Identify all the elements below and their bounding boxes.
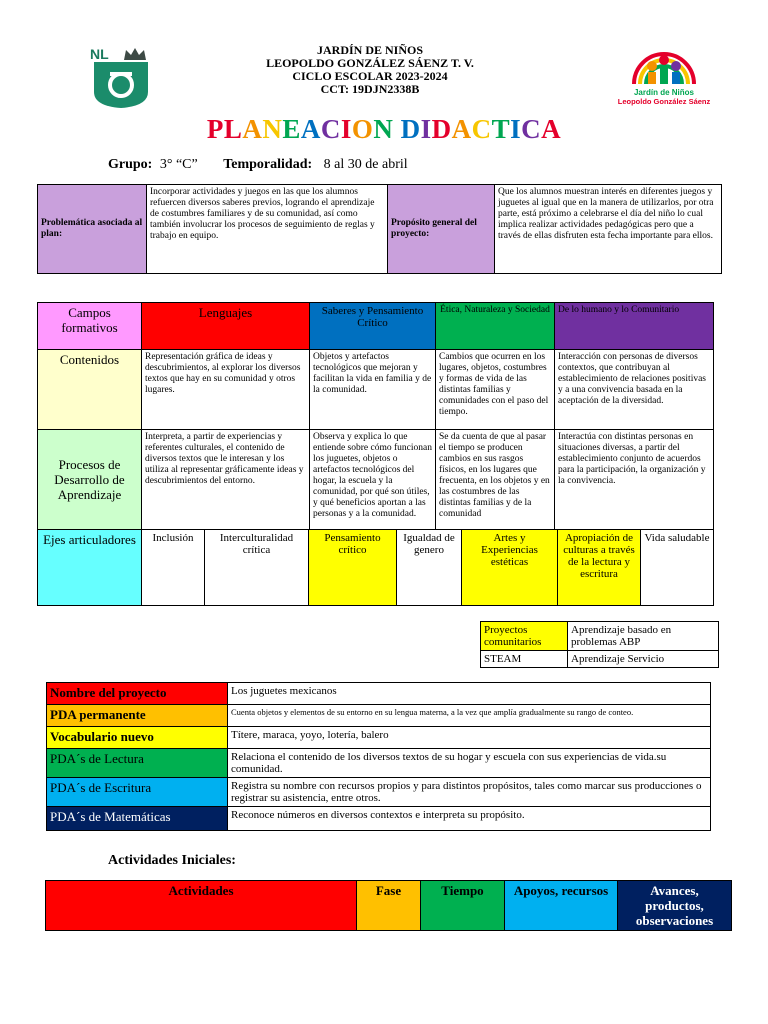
title-letter: D (431, 114, 452, 144)
proyecto-table (46, 682, 711, 831)
problematica-table (37, 184, 722, 274)
col-fase: Fase (357, 881, 421, 931)
proposito-text: Que los alumnos muestran interés en diferentes juegos y juguetes al igual que en la manera de utilizarlos, por otra parte, está próximo a celebrarse el día del niño lo cual implica realizar actividades pedagógicas pero que a través de ellas disfruten esta fecha importante para ellos. (495, 185, 722, 274)
problematica-text: Incorporar actividades y juegos en las que los alumnos refuercen diversos saberes previos, logrando el aprendizaje de costumbres familiares y de su comunidad, así como también involucrar los procesos de seguimiento de reglas y trabajo en equipo. (147, 185, 388, 274)
eje-igualdad-genero: Igualdad de genero (397, 530, 462, 606)
header-line-2: LEOPOLDO GONZÁLEZ SÁENZ T. V. (266, 56, 474, 70)
crown-icon (124, 48, 146, 60)
legend-table (480, 621, 719, 668)
title-letter: N (373, 114, 394, 144)
proceso-etica: Se da cuenta de que al pasar el tiempo se producen cambios en sus rasgos físicos, en los lugares que frecuenta, en los objetos y en las costumbres de las distintas familias y de la comunidad (436, 430, 555, 530)
problematica-label: Problemática asociada al plan: (38, 185, 147, 274)
pda-matematicas-label: PDA´s de Matemáticas (47, 807, 228, 831)
col-avances: Avances, productos, observaciones (618, 881, 732, 931)
grupo-line (108, 157, 408, 173)
col-actividades: Actividades (46, 881, 357, 931)
title-letter: I (340, 114, 352, 144)
kinder-logo-subname: Leopoldo González Sáenz (617, 97, 711, 106)
title-letter: A (242, 114, 263, 144)
campo-saberes: Saberes y Pensamiento Crítico (310, 303, 436, 350)
header-line-4: CCT: 19DJN2338B (320, 82, 420, 96)
proceso-saberes: Observa y explica lo que entiende sobre cómo funcionan los juguetes, objetos o artefactos tecnológicos del hogar, la escuela y la comunidad, por qué son útiles, y qué beneficios aportan a las personas y a la comunidad. (310, 430, 436, 530)
title-letter: E (282, 114, 301, 144)
eje-inclusion: Inclusión (142, 530, 205, 606)
actividades-heading: Actividades Iniciales: (108, 853, 236, 868)
campo-humano: De lo humano y lo Comunitario (555, 303, 714, 350)
grupo-value: 3° “C” (159, 157, 198, 172)
title-letter: L (223, 114, 243, 144)
title-letter: C (471, 114, 492, 144)
title-letter: I (420, 114, 432, 144)
pda-permanente-label: PDA permanente (47, 705, 228, 727)
title-letter: A (451, 114, 472, 144)
header-line-3: CICLO ESCOLAR 2023-2024 (292, 69, 448, 83)
title-letter: D (400, 114, 421, 144)
pda-matematicas-value: Reconoce números en diversos contextos e interpreta su propósito. (228, 807, 711, 831)
proceso-humano: Interactúa con distintas personas en situaciones diversas, a partir del establecimiento conjunto de acuerdos para la participación, la organización y la convivencia. (555, 430, 714, 530)
pda-permanente-value: Cuenta objetos y elementos de su entorno en su lengua materna, a la vez que amplía gradualmente su rango de conteo. (228, 705, 711, 727)
title-letter: C (320, 114, 341, 144)
vocabulario-label: Vocabulario nuevo (47, 727, 228, 749)
eje-artes: Artes y Experiencias estéticas (462, 530, 558, 606)
campos-table (37, 302, 714, 530)
nombre-proyecto-value: Los juguetes mexicanos (228, 683, 711, 705)
nl-logo-text: NL (90, 46, 109, 62)
legend-proyectos-comunitarios: Proyectos comunitarios (481, 622, 568, 651)
eje-vida-saludable: Vida saludable (641, 530, 714, 606)
title-letter: T (491, 114, 511, 144)
eje-pensamiento-critico: Pensamiento crítico (309, 530, 397, 606)
pda-escritura-value: Registra su nombre con recursos propios y para distintos propósitos, tales como marcar sus producciones o registrar su asistencia, entre otros. (228, 778, 711, 807)
title-letter: A (300, 114, 321, 144)
procesos-label: Procesos de Desarrollo de Aprendizaje (38, 430, 142, 530)
legend-aprendizaje-servicio: Aprendizaje Servicio (568, 651, 719, 668)
school-header (200, 44, 540, 96)
campo-lenguajes: Lenguajes (142, 303, 310, 350)
header-line-1: JARDÍN DE NIÑOS (316, 43, 423, 57)
nl-logo (88, 46, 154, 106)
campo-etica: Ética, Naturaleza y Sociedad (436, 303, 555, 350)
legend-steam: STEAM (481, 651, 568, 668)
contenido-humano: Interacción con personas de diversos contextos, que contribuyan al establecimiento de relaciones positivas y a una convivencia basada en la aceptación de la diversidad. (555, 350, 714, 430)
contenido-saberes: Objetos y artefactos tecnológicos que mejoran y facilitan la vida en familia y de la comunidad. (310, 350, 436, 430)
title-letter: A (541, 114, 562, 144)
kinder-logo (612, 40, 716, 110)
ejes-table (37, 529, 714, 606)
contenido-lenguajes: Representación gráfica de ideas y descubrimientos, al explorar los diversos textos que hay en su comunidad y otros lugares. (142, 350, 310, 430)
eje-interculturalidad: Interculturalidad crítica (205, 530, 309, 606)
pda-escritura-label: PDA´s de Escritura (47, 778, 228, 807)
legend-abp: Aprendizaje basado en problemas ABP (568, 622, 719, 651)
title-letter (393, 114, 400, 144)
rainbow-children-icon (612, 40, 716, 90)
grupo-label: Grupo: (108, 157, 153, 172)
kinder-logo-name: Jardín de Niños (633, 88, 694, 97)
actividades-table (45, 880, 732, 931)
eje-apropiacion: Apropiación de culturas a través de la lectura y escritura (558, 530, 641, 606)
title-letter: P (206, 114, 224, 144)
pda-lectura-label: PDA´s de Lectura (47, 749, 228, 778)
ejes-label: Ejes articuladores (38, 530, 142, 606)
temporalidad-label: Temporalidad: (223, 157, 313, 172)
nombre-proyecto-label: Nombre del proyecto (47, 683, 228, 705)
proposito-label: Propósito general del proyecto: (388, 185, 495, 274)
nl-shield-icon (90, 62, 152, 108)
contenido-etica: Cambios que ocurren en los lugares, objetos, costumbres y formas de vida de las distintas familias y comunidades con el paso del tiempo. (436, 350, 555, 430)
col-apoyos: Apoyos, recursos (505, 881, 618, 931)
vocabulario-value: Títere, maraca, yoyo, lotería, balero (228, 727, 711, 749)
page-title (0, 114, 768, 145)
title-letter: O (351, 114, 374, 144)
title-letter: I (510, 114, 522, 144)
col-tiempo: Tiempo (421, 881, 505, 931)
title-letter: N (262, 114, 283, 144)
contenidos-label: Contenidos (38, 350, 142, 430)
temporalidad-value: 8 al 30 de abril (323, 157, 408, 172)
title-letter: C (521, 114, 542, 144)
proceso-lenguajes: Interpreta, a partir de experiencias y referentes culturales, el contenido de diversos textos que le interesan y los utiliza al representar gráficamente ideas y descubrimientos del entorno. (142, 430, 310, 530)
pda-lectura-value: Relaciona el contenido de los diversos textos de su hogar y escuela con sus experiencias de vida.su comunidad. (228, 749, 711, 778)
campos-label: Campos formativos (38, 303, 142, 350)
